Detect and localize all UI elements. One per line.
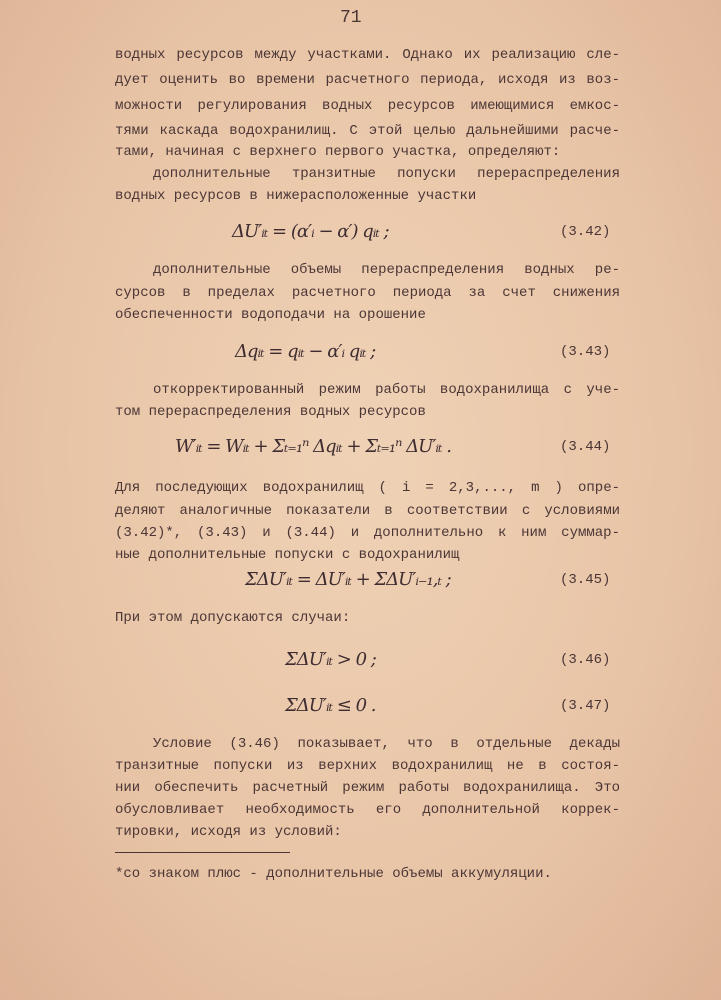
formula-3-47: ΣΔU′ᵢₜ ≤ 0 . (285, 695, 376, 716)
formula-3-43: Δqᵢₜ = qᵢₜ − α′ᵢ qᵢₜ ; (235, 341, 376, 362)
text-line: (3.42)*, (3.43) и (3.44) и дополнительно к ним суммар- (115, 525, 620, 541)
equation-number: (3.44) (560, 439, 611, 455)
text-line: тями каскада водохранилищ. С этой целью дальнейшими расче- (115, 123, 620, 139)
formula-3-42: ΔU′ᵢₜ = (α′ᵢ − α′) qᵢₜ ; (232, 221, 389, 242)
text-line: транзитные попуски из верхних водохранилищ не в состоя- (115, 758, 620, 774)
text-line: водных ресурсов в нижерасположенные участки (115, 188, 477, 204)
text-line: При этом допускаются случаи: (115, 610, 351, 626)
formula-3-44: W′ᵢₜ = Wᵢₜ + Σₜ₌₁ⁿ Δqᵢₜ + Σₜ₌₁ⁿ ΔU′ᵢₜ . (175, 436, 451, 457)
text-line: том перераспределения водных ресурсов (115, 404, 426, 420)
text-line: сурсов в пределах расчетного периода за счет снижения (115, 285, 620, 301)
equation-number: (3.46) (560, 652, 611, 668)
text-line: Условие (3.46) показывает, что в отдельные декады (153, 736, 620, 752)
text-line: обеспеченности водоподачи на орошение (115, 307, 426, 323)
footnote-divider (115, 852, 290, 853)
text-line: дополнительные транзитные попуски перераспределения (153, 166, 620, 182)
text-line: обусловливает необходимость его дополнительной коррек- (115, 802, 620, 818)
text-line: откорректированный режим работы водохранилища с уче- (153, 382, 620, 398)
text-line: Для последующих водохранилищ ( i = 2,3,..., m ) опре- (115, 480, 620, 496)
formula-3-45: ΣΔU′ᵢₜ = ΔU′ᵢₜ + ΣΔU′ᵢ₋₁,ₜ ; (245, 569, 451, 590)
formula-3-46: ΣΔU′ᵢₜ > 0 ; (285, 649, 376, 670)
equation-number: (3.42) (560, 224, 611, 240)
text-line: деляют аналогичные показатели в соответствии с условиями (115, 503, 620, 519)
equation-number: (3.45) (560, 572, 611, 588)
text-line: можности регулирования водных ресурсов имеющимися емкос- (115, 98, 620, 114)
text-line: тировки, исходя из условий: (115, 824, 342, 840)
equation-number: (3.47) (560, 698, 611, 714)
text-line: водных ресурсов между участками. Однако их реализацию сле- (115, 47, 620, 63)
text-line: ные дополнительные попуски с водохранилищ (115, 547, 460, 563)
equation-number: (3.43) (560, 344, 611, 360)
text-line: нии обеспечить расчетный режим работы водохранилища. Это (115, 780, 620, 796)
text-line: дополнительные объемы перераспределения водных ре- (153, 262, 620, 278)
page-number: 71 (340, 8, 362, 28)
text-line: дует оценить во времени расчетного периода, исходя из воз- (115, 72, 620, 88)
text-line: тами, начиная с верхнего первого участка, определяют: (115, 144, 561, 160)
footnote: *со знаком плюс - дополнительные объемы аккумуляции. (115, 866, 552, 882)
